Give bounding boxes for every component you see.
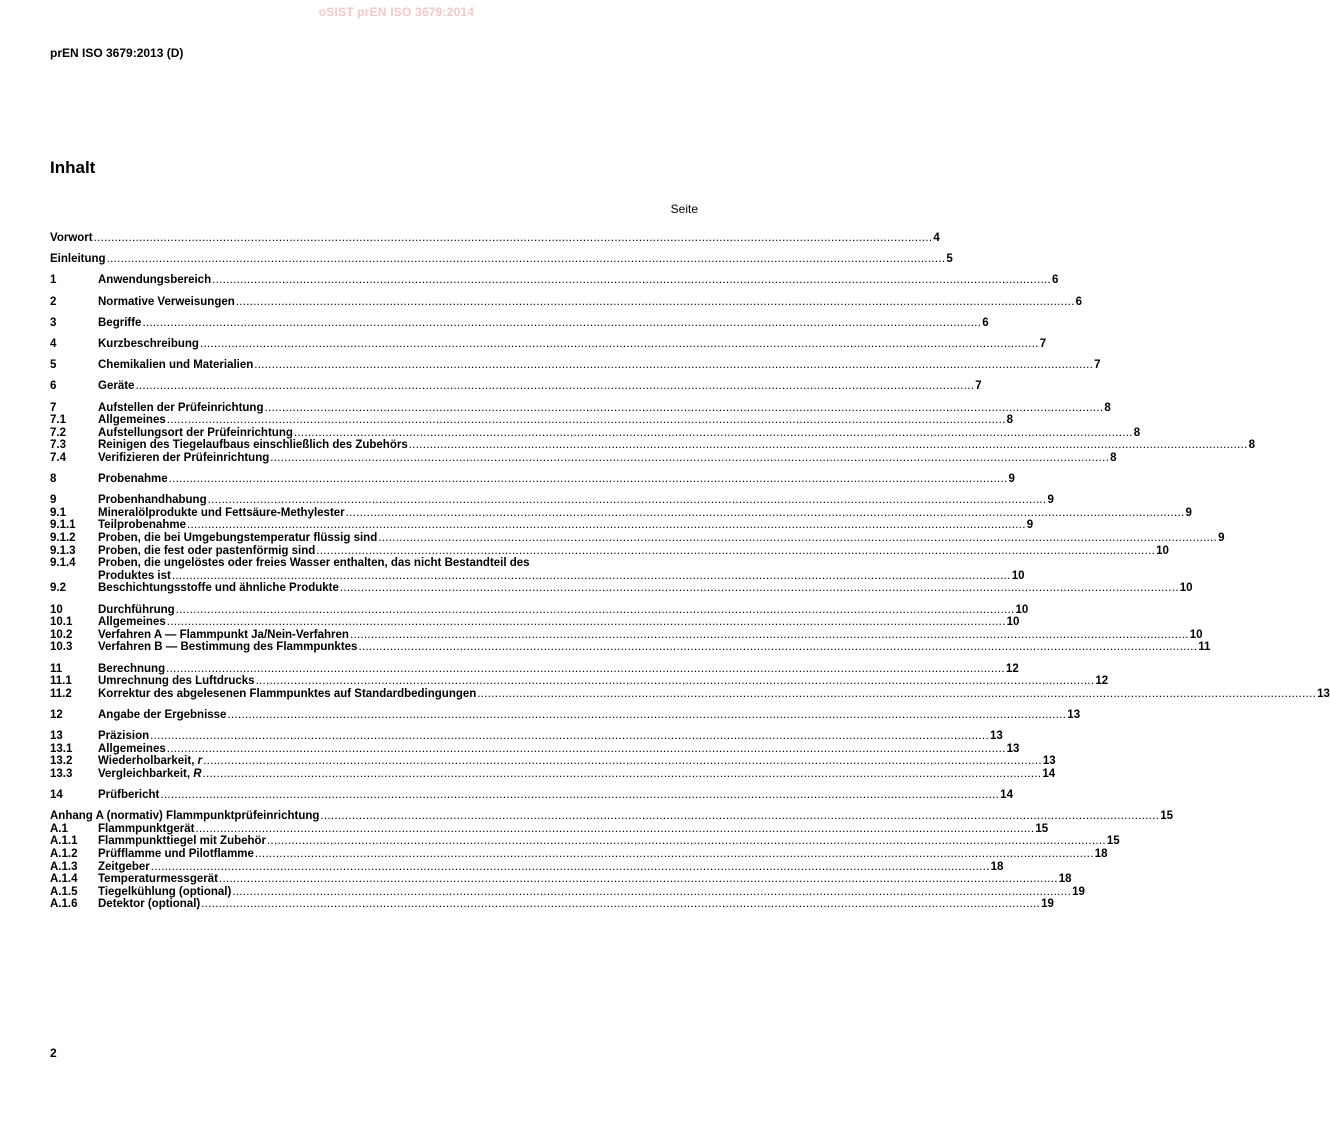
toc-entry-title-text: Prüfflamme und Pilotflamme [98,848,254,861]
toc-entry-page: 14 [1000,789,1013,802]
toc-entry[interactable] [50,401,1111,415]
toc-entry-title [98,663,165,676]
toc-entry-page: 10 [1156,544,1169,557]
toc-entry-title [98,730,149,743]
toc-entry[interactable] [50,641,1211,654]
toc-entry-page: 14 [1042,767,1056,780]
toc-entry-title [98,873,218,886]
toc-entry-title [98,848,254,861]
toc-entry-number: A.1.4 [50,873,78,886]
toc-entry-title-symbol: R [193,767,202,780]
toc-entry-title [98,439,408,452]
toc-entry-title [98,507,345,520]
toc-entry-number: 2 [50,295,57,308]
toc-entry[interactable] [50,742,1020,756]
toc-entry-number: 10.3 [50,641,73,654]
toc-entry[interactable] [50,810,1174,823]
toc-entry-title-text: Kurzbeschreibung [98,337,199,350]
toc-entry[interactable] [50,582,1193,595]
toc-entry-title-text: Anwendungsbereich [98,274,212,287]
toc-leader-dots [254,359,1093,372]
toc-entry-title-text: Chemikalien und Materialien [98,359,254,372]
toc-entry-title [98,768,202,781]
toc-entry-title-text: Tiegelkühlung (optional) [98,885,232,898]
toc-entry-title-symbol: r [197,755,203,768]
toc-leader-dots [219,873,1058,886]
toc-entry-page: 9 [1185,506,1192,519]
toc-entry-page: 6 [982,316,989,329]
toc-entry-page: 5 [946,253,953,266]
toc-entry[interactable] [50,426,1141,440]
toc-entry[interactable] [50,274,1059,287]
toc-entry-title [98,688,476,701]
toc-entry-title [98,519,186,532]
toc-entry-number: 7.3 [50,439,66,452]
toc-entry-number: 8 [50,473,57,486]
table-of-contents [50,232,1330,911]
toc-entry-page: 13 [1042,755,1056,768]
toc-entry-page: 10 [1006,616,1020,629]
toc-entry[interactable] [50,316,989,330]
toc-entry-page: 9 [1008,473,1015,486]
toc-entry-title [98,823,195,836]
toc-entry-page: 18 [1094,848,1108,861]
toc-entry-number: A.1.6 [50,898,78,911]
toc-entry-number: 4 [50,337,57,350]
toc-entry-title [98,616,166,629]
toc-leader-dots [167,414,1006,427]
toc-leader-dots [200,338,1039,351]
toc-leader-dots [172,570,1011,583]
toc-entry-title-text: Normative Verweisungen [98,295,235,308]
toc-entry[interactable] [50,662,1019,676]
toc-entry-page: 6 [1075,295,1083,308]
toc-entry-number: 7.4 [50,451,66,464]
toc-entry-title [98,338,199,351]
toc-entry[interactable] [50,451,1117,465]
toc-entry-title-text: Temperaturmessgerät [98,873,218,886]
toc-leader-dots [409,439,1248,452]
toc-leader-dots [255,848,1094,861]
toc-entry-page: 10 [1189,628,1203,641]
toc-leader-dots [232,886,1071,899]
toc-leader-dots [265,402,1104,415]
toc-entry[interactable] [50,569,1025,583]
toc-entry-title [98,570,171,583]
toc-leader-dots [236,296,1075,309]
toc-entry-title [98,641,357,654]
toc-leader-dots [267,835,1106,848]
toc-entry-title-text: Zeitgeber [98,860,150,873]
toc-entry-title-text: Präzision [98,730,150,743]
toc-entry[interactable] [50,295,1083,309]
toc-leader-dots [350,629,1189,642]
toc-leader-dots [167,616,1006,629]
toc-entry[interactable] [50,494,1054,507]
toc-entry[interactable] [50,860,1004,874]
toc-entry-title [98,755,202,768]
toc-entry[interactable] [50,873,1072,886]
toc-entry-page: 11 [1198,641,1211,654]
toc-entry-title-text: Allgemeines [98,414,166,427]
toc-entry[interactable] [50,506,1192,520]
toc-entry-title-text: Verfahren A — Flammpunkt Ja/Nein-Verfahren [98,628,349,641]
toc-entry[interactable] [50,557,698,570]
toc-leader-dots [294,427,1133,440]
toc-entry-number: 14 [50,789,63,802]
toc-entry-number: 5 [50,359,57,372]
toc-entry[interactable] [50,544,1169,558]
toc-entry-number: 3 [50,316,57,329]
toc-entry[interactable] [50,473,1015,486]
toc-entry-title-text: Anhang A (normativ) Flammpunktprüfeinrichtung [50,810,320,823]
toc-entry-title-text: Einleitung [50,253,106,266]
toc-entry-number: 9.1.2 [50,532,76,545]
toc-entry-number: 10 [50,603,63,616]
toc-leader-dots [346,507,1185,520]
toc-leader-dots [256,675,1095,688]
toc-entry-title-text: Vorwort [50,232,93,244]
toc-entry-page: 19 [1041,898,1054,911]
toc-entry-title-text: Umrechnung des Luftdrucks [98,675,255,688]
toc-entry-page: 7 [1039,337,1047,350]
toc-leader-dots [107,253,946,266]
toc-title: Inhalt [50,158,96,177]
toc-leader-dots [378,532,1217,545]
page-column-label: Seite [670,202,698,216]
toc-entry-page: 13 [1006,742,1020,755]
toc-leader-dots [176,604,1015,617]
toc-entry-title [98,452,269,465]
toc-entry[interactable] [50,380,982,393]
toc-leader-dots [208,494,1047,507]
toc-entry[interactable] [50,439,1255,452]
toc-leader-dots [196,823,1035,836]
toc-entry-title-text: Prüfbericht [98,789,160,802]
toc-entry-title-text: Probenhandhabung [98,494,207,507]
toc-entry-page: 8 [1133,426,1141,439]
toc-entry-title [98,494,207,507]
toc-entry-page: 15 [1035,822,1049,835]
toc-entry-number: A.1.1 [50,835,78,848]
toc-entry-number: 9 [50,494,57,507]
toc-entry-page: 13 [1067,708,1081,721]
toc-leader-dots [203,768,1042,781]
toc-leader-dots [166,663,1005,676]
toc-entry-page: 6 [1051,274,1059,287]
toc-entry-number: 13.3 [50,767,73,780]
toc-leader-dots [358,641,1197,654]
toc-entry-number: 7.1 [50,414,66,427]
toc-leader-dots [203,755,1042,768]
toc-entry[interactable] [50,848,1108,861]
toc-entry-title-text: Durchführung [98,603,175,616]
toc-entry-title [98,898,200,911]
toc-entry-number: 10.1 [50,616,73,629]
toc-entry-title [98,675,255,688]
toc-entry[interactable] [50,708,1081,722]
toc-entry-title [98,402,264,415]
toc-entry[interactable] [50,885,1085,899]
toc-entry-title-text: Teilprobenahme [98,519,186,532]
toc-entry[interactable] [50,767,1056,781]
toc-leader-dots [135,380,974,393]
toc-entry-title [98,545,315,558]
toc-leader-dots [201,898,1040,911]
toc-entry-title [50,232,93,245]
toc-entry-page: 10 [1179,582,1193,595]
toc-entry-title-text: Flammpunktgerät [98,822,195,835]
toc-entry-page: 7 [1094,359,1101,372]
toc-entry-title-text: Angabe der Ergebnisse [98,708,227,721]
toc-entry-title [98,557,698,570]
toc-entry-page: 18 [1058,873,1072,886]
page-number: 2 [50,1046,57,1060]
toc-leader-dots [187,519,1026,532]
toc-entry[interactable] [50,822,1049,836]
toc-entry[interactable] [50,789,1013,802]
toc-entry-title-text: Proben, die fest oder pastenförmig sind [98,544,316,557]
toc-leader-dots [142,317,981,330]
toc-entry-title [98,359,253,372]
toc-entry-number: 9.1 [50,506,66,519]
toc-entry[interactable] [50,532,1225,545]
toc-leader-dots [150,730,989,743]
toc-entry-title [50,810,319,823]
toc-entry[interactable] [50,414,1013,427]
toc-entry-number: 13.2 [50,755,73,768]
toc-leader-dots [160,789,999,802]
toc-entry-title-text: Berechnung [98,662,166,675]
toc-entry-number: 13 [50,730,63,743]
toc-entry-title [98,709,226,722]
toc-entry-title [98,886,231,899]
toc-leader-dots [169,473,1008,486]
toc-entry-title [98,317,141,330]
toc-entry-page: 8 [1104,401,1111,414]
toc-entry-page: 10 [1015,603,1029,616]
toc-entry-title [98,835,266,848]
toc-entry-title-text: Verifizieren der Prüfeinrichtung [98,451,270,464]
toc-leader-dots [320,810,1159,823]
toc-entry-title-text: Begriffe [98,316,142,329]
toc-entry-page: 12 [1005,662,1019,675]
toc-entry[interactable] [50,616,1020,629]
toc-entry[interactable] [50,675,1109,688]
toc-entry-page: 7 [975,380,982,393]
toc-entry-title-text: Aufstellen der Prüfeinrichtung [98,401,264,414]
toc-entry-title-text: Verfahren B — Bestimmung des Flammpunktes [98,641,358,654]
toc-entry[interactable] [50,730,1003,743]
toc-entry-title-text: Detektor (optional) [98,898,201,911]
toc-entry[interactable] [50,687,1330,701]
toc-entry-number: 7 [50,401,57,414]
toc-entry-page: 13 [989,730,1003,743]
toc-entry-number: 10.2 [50,628,73,641]
toc-entry-title-text: Vergleichbarkeit, [98,767,194,780]
toc-entry-title-text: Proben, die bei Umgebungstemperatur flüssig sind [98,532,378,545]
toc-entry-title-text: Flammpunkttiegel mit Zubehör [98,835,267,848]
toc-entry-number: 11.2 [50,687,72,700]
toc-entry-title-text: Allgemeines [98,616,166,629]
toc-entry-page: 9 [1047,494,1054,507]
toc-entry-number: 9.2 [50,582,66,595]
toc-entry-page: 19 [1072,885,1085,898]
toc-entry-page: 4 [933,232,940,244]
toc-entry-number: 12 [50,708,63,721]
toc-entry-title-text: Korrektur des abgelesenen Flammpunktes auf Standardbedingungen [98,687,477,700]
toc-entry-title [98,380,134,393]
toc-entry-title-text: Produktes ist [98,569,171,582]
toc-leader-dots [477,688,1316,701]
toc-entry[interactable] [50,628,1203,642]
toc-entry-number: 9.1.4 [50,557,76,570]
toc-entry-number: 9.1.3 [50,544,76,557]
toc-entry-title [98,789,159,802]
toc-entry-title [98,604,175,617]
watermark: oSIST prEN ISO 3679:2014 [318,5,475,19]
toc-entry-title-text: Aufstellungsort der Prüfeinrichtung [98,426,293,439]
toc-entry-number: 6 [50,380,57,393]
toc-entry-title [98,629,349,642]
toc-entry-page: 8 [1110,451,1117,464]
toc-leader-dots [94,232,933,245]
toc-leader-dots [270,452,1109,465]
toc-entry-page: 15 [1160,810,1174,823]
toc-entry[interactable] [50,835,1120,848]
toc-entry-page: 8 [1006,414,1013,427]
toc-entry-title [98,274,211,287]
toc-entry[interactable] [50,359,1101,372]
toc-leader-dots [151,861,990,874]
toc-entry-title-text: Mineralölprodukte und Fettsäure-Methylester [98,506,345,519]
toc-entry-number: 1 [50,274,57,287]
toc-entry-page: 15 [1106,835,1120,848]
toc-entry-number: 11 [50,662,63,675]
toc-entry-title [98,427,293,440]
toc-entry-page: 18 [990,860,1004,873]
toc-entry[interactable] [50,603,1029,617]
toc-entry[interactable] [50,519,1034,532]
toc-entry-page: 8 [1248,439,1255,452]
toc-leader-dots [167,743,1006,756]
toc-leader-dots [340,582,1179,595]
document-id: prEN ISO 3679:2013 (D) [50,46,184,60]
toc-entry[interactable] [50,232,940,245]
toc-entry-page: 12 [1095,675,1109,688]
toc-leader-dots [227,709,1066,722]
toc-entry-title [98,414,166,427]
toc-entry-page: 10 [1011,569,1025,582]
toc-entry-number: A.1.2 [50,848,78,861]
toc-leader-dots [316,545,1155,558]
toc-entry-title [98,296,235,309]
toc-entry-title [98,582,339,595]
toc-entry-page: 9 [1218,532,1225,545]
toc-entry[interactable] [50,755,1056,768]
toc-entry-title [98,473,168,486]
toc-entry-number: A.1.3 [50,860,78,873]
toc-entry-number: A.1.5 [50,885,78,898]
toc-leader-dots [212,274,1051,287]
toc-entry-title-text: Beschichtungsstoffe und ähnliche Produkte [98,582,339,595]
toc-entry-title [50,253,106,266]
toc-entry[interactable] [50,253,953,266]
toc-entry-number: 9.1.1 [50,519,76,532]
toc-entry-title-text: Proben, die ungelöstes oder freies Wasser enthalten, das nicht Bestandteil des [98,557,530,570]
toc-entry-number: 11.1 [50,675,72,688]
toc-entry-title [98,532,377,545]
toc-entry[interactable] [50,337,1047,351]
toc-entry-title-text: Allgemeines [98,742,166,755]
toc-entry-number: 13.1 [50,742,73,755]
toc-entry-title-text: Geräte [98,380,135,393]
toc-entry-title-text: Reinigen des Tiegelaufbaus einschließlich des Zubehörs [98,439,408,452]
toc-entry-title-text: Wiederholbarkeit, [98,755,198,768]
toc-entry-number: A.1 [50,822,68,835]
toc-entry-title [98,861,150,874]
toc-entry-title [98,743,166,756]
toc-entry-title-text: Probenahme [98,473,168,486]
toc-entry-page: 9 [1026,519,1034,532]
toc-entry-number: 7.2 [50,426,66,439]
toc-entry-page: 13 [1317,687,1330,700]
toc-entry[interactable] [50,898,1054,911]
